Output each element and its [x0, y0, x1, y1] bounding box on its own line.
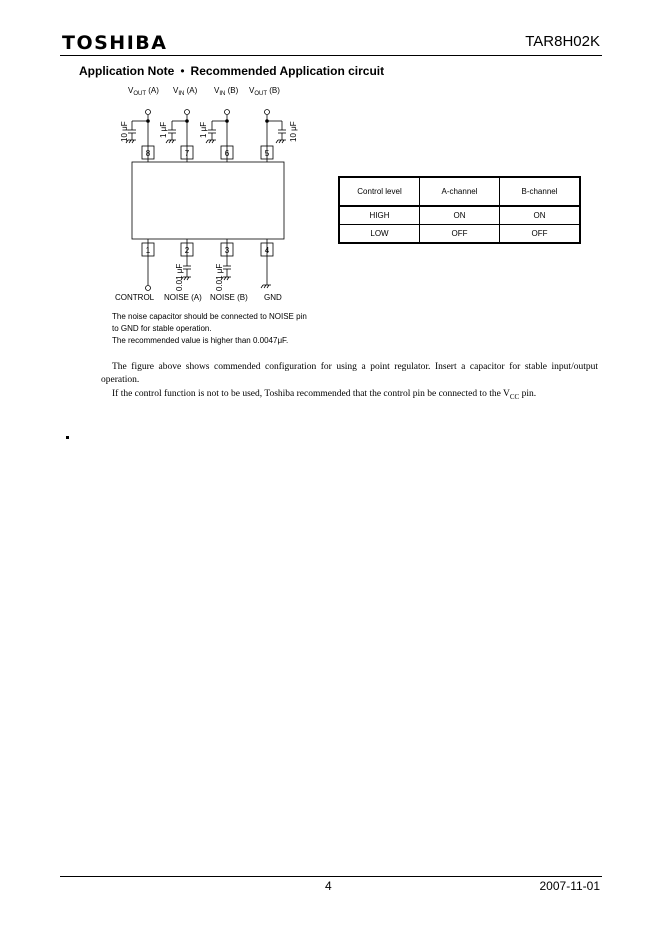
cap-label-1uf-b: 1 μF [199, 121, 208, 138]
label-noise-b: NOISE (B) [210, 293, 248, 302]
body-paragraph-1: The figure above shows commended configuration for using a point regulator. Insert a capacitor for stable input/output operation. [101, 362, 598, 386]
noise-capacitor-note [112, 311, 307, 347]
table-header: Control level [339, 177, 420, 206]
ground-symbol [166, 140, 176, 143]
table-row [339, 206, 580, 225]
terminal-control [146, 286, 151, 291]
cap-label-1uf-a: 1 μF [159, 121, 168, 138]
terminal-vout-a [146, 110, 151, 115]
label-gnd: GND [264, 293, 282, 302]
terminal-vout-b [265, 110, 270, 115]
label-noise-a: NOISE (A) [164, 293, 202, 302]
pin-number-7: 7 [184, 149, 190, 158]
cap-label-001uf-a: 0.01 μF [175, 263, 184, 291]
bullet-marker [66, 436, 69, 439]
body-paragraph-2: If the control function is not to be used, Toshiba recommended that the control pin be connected to the $V_{CC}$ pin. [112, 389, 537, 401]
heading-separator: • [180, 64, 185, 78]
table-cell: ON [500, 206, 581, 225]
pin-number-3: 3 [224, 246, 230, 255]
heading-right: Recommended Application circuit [190, 64, 385, 78]
table-header: A-channel [420, 177, 500, 206]
label-vout-a: $V_{OUT}$ (A) [128, 86, 159, 97]
document-date: 2007-11-01 [539, 879, 600, 893]
label-vin-b: $V_{IN}$ (B) [214, 86, 239, 97]
terminal-vin-a [185, 110, 190, 115]
footer-rule [60, 876, 602, 877]
pin-number-2: 2 [184, 246, 190, 255]
ground-symbol [276, 140, 286, 143]
cap-label-10uf-a: 10 μF [120, 121, 129, 142]
part-number: TAR8H02K [525, 33, 600, 50]
heading-left: Application Note [79, 64, 175, 78]
pin-number-4: 4 [264, 246, 270, 255]
note-line: The noise capacitor should be connected to NOISE pin [112, 312, 307, 321]
label-vin-a: $V_{IN}$ (A) [173, 86, 198, 97]
label-control: CONTROL [115, 293, 155, 302]
page-number: 4 [325, 879, 332, 893]
terminal-vin-b [225, 110, 230, 115]
pin-number-1: 1 [145, 246, 151, 255]
table-cell: HIGH [339, 206, 420, 225]
pin-number-6: 6 [224, 149, 230, 158]
control-level-table [338, 176, 581, 244]
table-cell: OFF [420, 225, 500, 244]
toshiba-logo: TOSHIBA [62, 32, 168, 54]
cap-label-001uf-b: 0.01 μF [215, 263, 224, 291]
pin-number-8: 8 [145, 149, 151, 158]
table-cell: LOW [339, 225, 420, 244]
note-line: The recommended value is higher than 0.0047μF. [112, 336, 289, 345]
pin-number-5: 5 [264, 149, 270, 158]
cap-label-10uf-b: 10 μF [289, 121, 298, 142]
ground-symbol [206, 140, 216, 143]
table-cell: ON [420, 206, 500, 225]
label-vout-b: $V_{OUT}$ (B) [249, 86, 280, 97]
table-header-row [339, 177, 580, 206]
table-header: B-channel [500, 177, 581, 206]
ic-body [132, 162, 284, 239]
note-line: to GND for stable operation. [112, 324, 212, 333]
table-row [339, 225, 580, 244]
table-cell: OFF [500, 225, 581, 244]
